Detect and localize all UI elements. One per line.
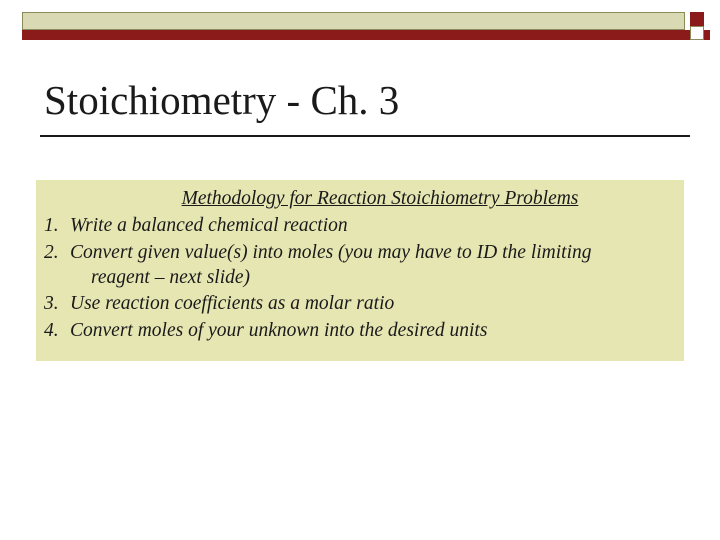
decorative-square-outline (690, 26, 704, 40)
methodology-box (36, 180, 684, 361)
list-item (44, 317, 676, 344)
step-text: Write a balanced chemical reaction (70, 215, 348, 236)
decorative-accent-bar (22, 30, 710, 40)
methodology-heading: Methodology for Reaction Stoichiometry Problems (181, 188, 579, 209)
title-underline (40, 135, 690, 137)
step-number: 4. (44, 320, 59, 341)
list-item (44, 239, 676, 290)
step-text-line: Convert given value(s) into moles (you may have to ID the limiting (70, 242, 592, 263)
step-text (70, 239, 676, 290)
decorative-top-bar (22, 12, 685, 30)
decorative-square-red (690, 12, 704, 26)
step-text: Use reaction coefficients as a molar ratio (70, 293, 395, 314)
step-number: 1. (44, 215, 59, 236)
slide-title: Stoichiometry - Ch. 3 (44, 77, 400, 123)
list-item (44, 290, 676, 317)
step-text-continuation: reagent – next slide) (91, 267, 251, 288)
step-number: 3. (44, 293, 59, 314)
step-number: 2. (44, 242, 59, 263)
list-item (44, 212, 676, 239)
step-text: Convert moles of your unknown into the desired units (70, 320, 488, 341)
